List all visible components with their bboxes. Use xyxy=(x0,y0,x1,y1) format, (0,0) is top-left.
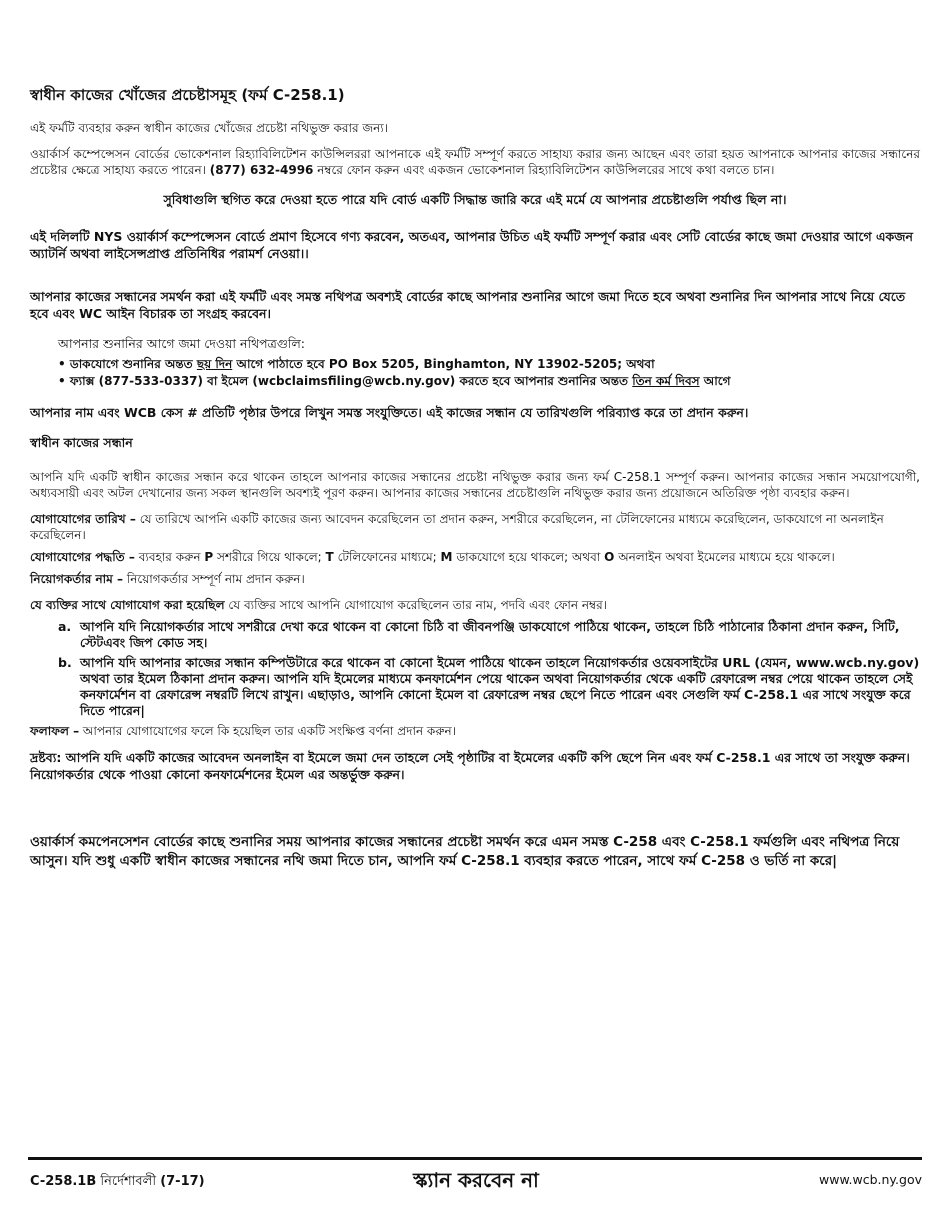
legal-evidence-paragraph: এই দলিলটি NYS ওয়ার্কার্স কম্পেন্সেসন বোর্ডে প্রমাণ হিসেবে গণ্য করবেন, অতএব, আপনার উচিত এই ফর্মটি সম্পূর্ণ করার এবং সেটি বোর্ডের কাছে জমা দেওয়ার আগে একজন অ্যাটর্নি অথবা লাইসেন্সপ্রাপ্ত প্রতিনিধির পরামর্শ নেওয়া।। xyxy=(30,229,913,261)
bullet-fax-pre: ফ্যাক্স (877-533-0337) বা ইমেল (wcbclaimsfiling@wcb.ny.gov) করতে হবে আপনার শুনানির অন্তত xyxy=(69,374,629,388)
page-title: স্বাধীন কাজের খোঁজের প্রচেষ্টাসমূহ (ফর্ম C-258.1) xyxy=(30,86,345,104)
def-contact-method-text-1: ব্যবহার করুন xyxy=(138,550,201,564)
list-text-b: আপনি যদি আপনার কাজের সন্ধান কম্পিউটারে করে থাকেন বা কোনো ইমেল পাঠিয়ে থাকেন তাহলে নিয়োগকর্তার ওয়েবসাইটের URL (যেমন, www.wcb.ny.gov) অথবা তার ইমেল ঠিকানা প্রদান করুন। আপনি যদি ইমেলের মাধ্যমে কনফার্মেশন পেয়ে থাকেন অথবা নিয়োগকর্তার থেকে একটি রেফারেন্স নম্বর পেয়ে থাকেন তাহলে সেই কনফার্মেশন বা রেফারেন্স নম্বরটি লিখে রাখুন। এছাড়াও, আপনি কোনো ইমেল বা রেফারেন্স নম্বর ছেপে নিতে পারেন এবং সেগুলি ফর্ম C-258.1 এর সাথে সংযুক্ত করে দিতে পারেন| xyxy=(80,655,920,718)
def-contact-method xyxy=(30,549,920,565)
closing-paragraph: ওয়ার্কার্স কমপেনসেশন বোর্ডের কাছে শুনানির সময় আপনার কাজের সন্ধানের প্রচেষ্টা সমর্থন করে এমন সমস্ত C-258 এবং C-258.1 ফর্মগুলি এবং নথিপত্র নিয়ে আসুন। যদি শুধু একটি স্বাধীন কাজের সন্ধানের নথি জমা দিতে চান, আপনি ফর্ম C-258.1 ব্যবহার করতে পারেন, সাথে ফর্ম C-258 ও ভর্তি না করে| xyxy=(30,834,900,869)
def-contact-date-text: যে তারিখে আপনি একটি কাজের জন্য আবেদন করেছিলেন তা প্রদান করুন, সশরীরে করেছিলেন, না টেলিফোনের মাধ্যমে করেছিলেন, ডাকযোগে না অনলাইন করেছিলেন। xyxy=(30,512,884,542)
bullet-mail-pre: ডাকযোগে শুনানির অন্তত xyxy=(69,357,193,371)
code-p: P xyxy=(204,550,214,564)
bullet-fax-underlined: তিন কর্ম দিবস xyxy=(632,374,700,388)
section-heading: স্বাধীন কাজের সন্ধান xyxy=(30,435,133,450)
def-person-contacted-text: যে ব্যক্তির সাথে আপনি যোগাযোগ করেছিলেন তার নাম, পদবি এবং ফোন নম্বর। xyxy=(228,598,607,612)
footer-form-word: নির্দেশাবলী xyxy=(100,1174,157,1189)
def-employer-name xyxy=(30,571,920,587)
bullet-mail xyxy=(58,356,920,373)
footer xyxy=(30,1166,922,1196)
code-m: M xyxy=(440,550,453,564)
list-item-a xyxy=(58,619,920,651)
footer-divider xyxy=(28,1157,922,1160)
code-t: T xyxy=(325,550,334,564)
def-employer-name-text: নিয়োগকর্তার সম্পূর্ণ নাম প্রদান করুন। xyxy=(126,572,305,586)
submission-bullets xyxy=(58,356,920,390)
def-contact-method-text-5: অনলাইন অথবা ইমেলের মাধ্যমে হয়ে থাকলে। xyxy=(618,550,835,564)
bullet-mail-underlined: ছয় দিন xyxy=(196,357,233,371)
def-result-term: ফলাফল – xyxy=(30,724,80,738)
name-instruction: আপনার নাম এবং WCB কেস # প্রতিটি পৃষ্ঠার উপরে লিখুন সমস্ত সংযুক্তিতে। এই কাজের সন্ধান যে তারিখগুলি পরিব্যাপ্ত করে তা প্রদান করুন। xyxy=(30,405,749,420)
footer-website: www.wcb.ny.gov xyxy=(819,1172,922,1187)
footer-form-date: (7-17) xyxy=(160,1174,205,1189)
list-marker-a: a. xyxy=(58,619,72,634)
content xyxy=(30,84,920,871)
footer-form-code: C-258.1B xyxy=(30,1174,97,1189)
counselor-phone: (877) 632-4996 xyxy=(209,163,314,177)
def-result xyxy=(30,723,920,739)
bullet-fax xyxy=(58,373,920,390)
def-result-text: আপনার যোগাযোগের ফলে কি হয়েছিল তার একটি সংক্ষিপ্ত বর্ণনা প্রদান করুন। xyxy=(82,724,456,738)
def-contact-date xyxy=(30,511,920,543)
def-contact-method-term: যোগাযোগের পদ্ধতি – xyxy=(30,550,135,564)
def-person-contacted-term: যে ব্যক্তির সাথে যোগাযোগ করা হয়েছিল xyxy=(30,598,225,612)
address-list xyxy=(58,619,920,719)
list-item-b xyxy=(58,655,920,719)
def-contact-date-term: যোগাযোগের তারিখ – xyxy=(30,512,136,526)
counselor-paragraph xyxy=(30,146,920,178)
list-marker-b: b. xyxy=(58,655,72,670)
note-paragraph: দ্রষ্টব্য: আপনি যদি একটি কাজের আবেদন অনলাইন বা ইমেলে জমা দেন তাহলে সেই পৃষ্ঠাটির বা ইমেলের একটি কপি ছেপে নিন এবং ফর্ম C-258.1 এর সাথে তা সংযুক্ত করুন। নিয়োগকর্তার থেকে পাওয়া কোনো কনফার্মেশনের ইমেল এর অন্তর্ভুক্ত করুন। xyxy=(30,750,910,782)
suspension-warning: সুবিধাগুলি স্থগিত করে দেওয়া হতে পারে যদি বোর্ড একটি সিদ্ধান্ত জারি করে এই মর্মে যে আপনার প্রচেষ্টাগুলি পর্যাপ্ত ছিল না। xyxy=(163,192,787,207)
section-body: আপনি যদি একটি স্বাধীন কাজের সন্ধান করে থাকেন তাহলে আপনার কাজের সন্ধানের প্রচেষ্টা নথিভুক্ত করার জন্য ফর্ম C-258.1 সম্পূর্ণ করুন। আপনার কাজের সন্ধান সময়োপযোগী, অধ্যবসায়ী এবং অটল দেখানোর জন্য সকল স্থানগুলি অবশ্যই পূরণ করুন। আপনার কাজের সন্ধানের প্রচেষ্টাগুলি নথিভুক্ত করার জন্য প্রয়োজনে অতিরিক্ত পৃষ্ঠা ব্যবহার করুন। xyxy=(30,470,920,500)
def-contact-method-text-3: টেলিফোনের মাধ্যমে; xyxy=(337,550,437,564)
do-not-scan-label: স্ক্যান করবেন না xyxy=(413,1168,539,1192)
def-contact-method-text-4: ডাকযোগে হয়ে থাকলে; অথবা xyxy=(456,550,601,564)
def-employer-name-term: নিয়োগকর্তার নাম – xyxy=(30,572,123,586)
counselor-text-after: নম্বরে ফোন করুন এবং একজন ভোকেশনাল রিহ্যাবিলিটেশন কাউন্সিলরের সাথে কথা বলতে চান। xyxy=(317,163,775,177)
bullet-fax-post: আগে xyxy=(703,374,731,388)
def-contact-method-text-2: সশরীরে গিয়ে থাকলে; xyxy=(216,550,322,564)
submission-paragraph: আপনার কাজের সন্ধানের সমর্থন করা এই ফর্মটি এবং সমস্ত নথিপত্র অবশ্যই বোর্ডের কাছে আপনার শুনানির আগে জমা দিতে হবে অথবা শুনানির দিন আপনার সাথে নিয়ে যেতে হবে এবং WC আইন বিচারক তা সংগ্রহ করবেন। xyxy=(30,289,906,321)
def-person-contacted xyxy=(30,597,920,613)
list-text-a: আপনি যদি নিয়োগকর্তার সাথে সশরীরে দেখা করে থাকেন বা কোনো চিঠি বা জীবনপঞ্জি ডাকযোগে পাঠিয়ে থাকেন, তাহলে চিঠি পাঠানোর ঠিকানা প্রদান করুন, সিটি, স্টেটএবং জিপ কোড সহ। xyxy=(80,619,900,650)
code-o: O xyxy=(604,550,615,564)
counselor-text-before: ওয়ার্কার্স কম্পেন্সেসন বোর্ডের ভোকেশনাল রিহ্যাবিলিটেশন কাউন্সিলররা আপনাকে এই ফর্মটি সম্পূর্ণ করতে সাহায্য করার জন্য আছেন এবং তারা হয়ত আপনাকে আপনার কাজের সন্ধানের প্রচেষ্টার ক্ষেত্রে সাহায্য করতে পারেন। xyxy=(30,147,920,177)
intro-text: এই ফর্মটি ব্যবহার করুন স্বাধীন কাজের খোঁজের প্রচেষ্টা নথিভুক্ত করার জন্য। xyxy=(30,121,389,135)
documents-heading: আপনার শুনানির আগে জমা দেওয়া নথিপত্রগুলি: xyxy=(58,336,306,351)
bullet-mail-post: আগে পাঠাতে হবে PO Box 5205, Binghamton, NY 13902-5205; অথবা xyxy=(236,357,655,371)
